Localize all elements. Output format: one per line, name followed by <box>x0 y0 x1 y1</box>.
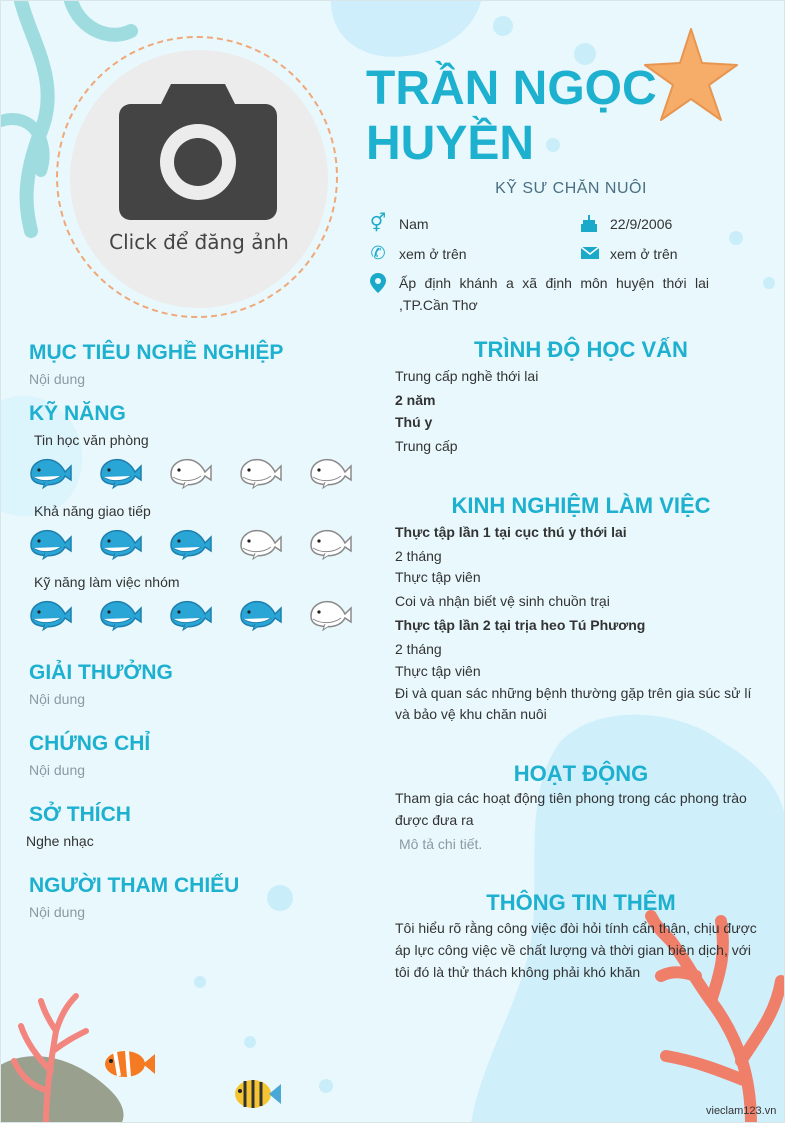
whale-icon-empty <box>307 454 353 490</box>
objective-heading: MỤC TIÊU NGHỀ NGHIỆP <box>29 341 284 364</box>
skill-rating <box>27 525 367 561</box>
education-heading: TRÌNH ĐỘ HỌC VẤN <box>474 337 688 362</box>
bubble <box>194 976 206 988</box>
certificates-content: Nội dung <box>29 762 86 778</box>
hobbies-content: Nghe nhạc <box>26 833 94 849</box>
whale-icon-empty <box>237 454 283 490</box>
email-icon <box>581 245 599 261</box>
activities-detail: Mô tả chi tiết. <box>399 836 483 852</box>
activities-content: được đưa ra <box>395 812 474 828</box>
photo-upload-label: Click để đăng ảnh <box>109 230 289 254</box>
education-major: Thú y <box>395 414 433 430</box>
birthday-cake-icon <box>579 214 599 234</box>
whale-icon-filled <box>97 525 143 561</box>
whale-icon-filled <box>27 454 73 490</box>
whale-icon-filled <box>237 596 283 632</box>
address-value <box>399 272 709 316</box>
skill-rating <box>27 596 367 632</box>
name-line-2: HUYỀN <box>366 117 535 170</box>
gender-icon: ⚥ <box>369 213 387 233</box>
phone-icon: ✆ <box>370 243 386 263</box>
whale-icon-filled <box>167 525 213 561</box>
education-duration: 2 năm <box>395 392 436 408</box>
references-heading: NGƯỜI THAM CHIẾU <box>29 874 240 897</box>
objective-content: Nội dung <box>29 371 86 387</box>
awards-heading: GIẢI THƯỞNG <box>29 661 173 684</box>
whale-icon-empty <box>167 454 213 490</box>
references-content: Nội dung <box>29 904 86 920</box>
skill-name: Kỹ năng làm việc nhóm <box>34 574 180 590</box>
birthday-value: 22/9/2006 <box>610 216 673 232</box>
additional-info-content: Tôi hiểu rõ rằng công việc đòi hỏi tính cẩn thận, chịu được <box>395 920 757 936</box>
gender-value: Nam <box>399 216 429 232</box>
experience-company: Thực tập lần 2 tại trịa heo Tú Phương <box>395 617 646 633</box>
activities-heading: HOẠT ĐỘNG <box>513 761 649 786</box>
experience-company: Thực tập lần 1 tại cục thú y thới lai <box>395 524 627 540</box>
experience-description: Đi và quan sác những bệnh thường gặp trên gia súc sử lí <box>395 685 752 701</box>
fish-decoration <box>227 1075 281 1113</box>
experience-position: Thực tập viên <box>395 569 481 585</box>
address-line-2: ,TP.Cần Thơ <box>399 297 478 313</box>
phone-value: xem ở trên <box>399 246 467 262</box>
hobbies-heading: SỞ THÍCH <box>29 803 131 826</box>
whale-icon-filled <box>167 596 213 632</box>
activities-content: Tham gia các hoạt động tiên phong trong các phong trào <box>395 790 747 806</box>
skill-rating <box>27 454 367 490</box>
experience-duration: 2 tháng <box>395 548 442 564</box>
job-title: KỸ SƯ CHĂN NUÔI <box>495 180 647 197</box>
bubble <box>763 277 775 289</box>
education-school: Trung cấp nghề thới lai <box>395 368 539 384</box>
skill-name: Tin học văn phòng <box>34 432 149 448</box>
awards-content: Nội dung <box>29 691 86 707</box>
bubble <box>267 885 293 911</box>
experience-description: và bảo vệ khu chăn nuôi <box>395 706 547 722</box>
whale-icon-empty <box>237 525 283 561</box>
location-pin-icon <box>370 273 386 293</box>
bubble <box>493 16 513 36</box>
experience-duration: 2 tháng <box>395 641 442 657</box>
additional-info-content: áp lực công việc về chất lượng và thời gian biên dịch, với <box>395 942 752 958</box>
clownfish-decoration <box>101 1046 157 1082</box>
name-line-1: TRẦN NGỌC <box>366 62 657 115</box>
address-line-1: Ấp định khánh a xã định môn huyện thới lai <box>399 275 709 291</box>
additional-info-heading: THÔNG TIN THÊM <box>486 890 676 915</box>
whale-icon-filled <box>27 596 73 632</box>
watermark: vieclam123.vn <box>706 1105 777 1117</box>
camera-icon <box>119 84 277 220</box>
bubble <box>244 1036 256 1048</box>
skills-heading: KỸ NĂNG <box>29 402 126 425</box>
experience-description: Coi và nhận biết vệ sinh chuồn trại <box>395 593 610 609</box>
education-degree: Trung cấp <box>395 438 458 454</box>
certificates-heading: CHỨNG CHỈ <box>29 732 151 755</box>
coral-decoration <box>6 991 96 1123</box>
experience-position: Thực tập viên <box>395 663 481 679</box>
avatar-upload[interactable] <box>70 50 328 308</box>
whale-icon-empty <box>307 596 353 632</box>
whale-icon-filled <box>97 454 143 490</box>
additional-info-content: tôi đó là thử thách không phải khó khăn <box>395 964 641 980</box>
whale-icon-filled <box>97 596 143 632</box>
whale-icon-empty <box>307 525 353 561</box>
full-name <box>366 61 666 171</box>
email-value: xem ở trên <box>610 246 678 262</box>
experience-heading: KINH NGHIỆM LÀM VIỆC <box>451 493 711 518</box>
skill-name: Khả năng giao tiếp <box>34 503 151 519</box>
bubble <box>729 231 743 245</box>
bubble <box>319 1079 333 1093</box>
whale-icon-filled <box>27 525 73 561</box>
